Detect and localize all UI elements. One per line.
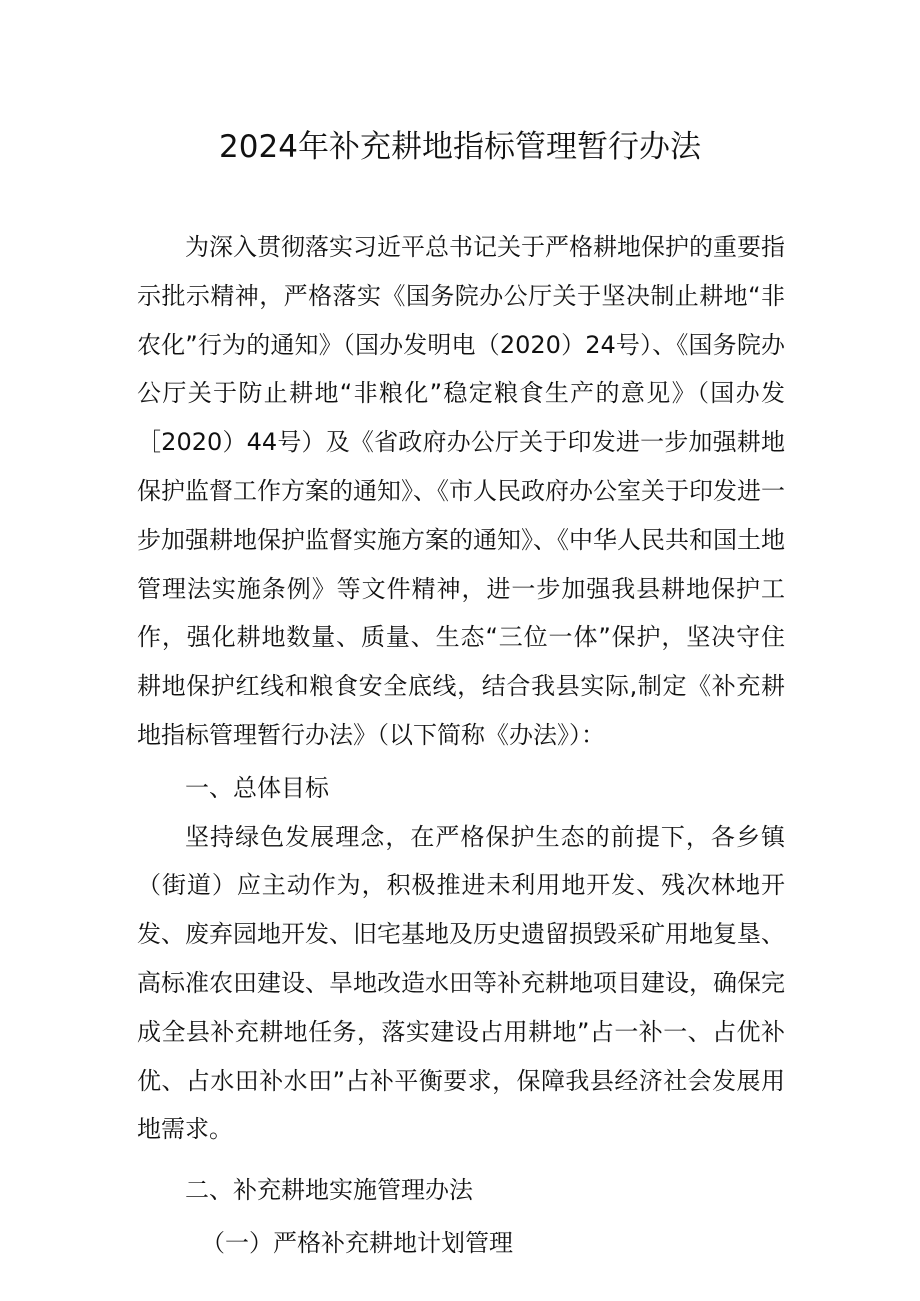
subsection-1-heading: （一）严格补充耕地计划管理: [201, 1228, 513, 1257]
section-1-paragraph: 坚持绿色发展理念，在严格保护生态的前提下，各乡镇（街道）应主动作为，积极推进未利用地开发、残次林地开发、废弃园地开发、旧宅基地及历史遗留损毁采矿用地复垦、高标准农田建设、旱地改造水田等补充耕地项目建设，确保完成全县补充耕地任务，落实建设占用耕地”占一补一、占优补优、占水田补水田”占补平衡要求，保障我县经济社会发展用地需求。: [137, 822, 785, 1144]
document-title: 2024年补充耕地指标管理暂行办法: [219, 129, 701, 165]
intro-paragraph: 为深入贯彻落实习近平总书记关于严格耕地保护的重要指示批示精神，严格落实《国务院办公厅关于坚决制止耕地“非农化”行为的通知》（国办发明电（2020）24号）、《国务院办公厅关于防止耕地“非粮化”稳定粮食生产的意见》（国办发［2020）44号）及《省政府办公厅关于印发进一步加强耕地保护监督工作方案的通知》、《市人民政府办公室关于印发进一步加强耕地保护监督实施方案的通知》、《中华人民共和国土地管理法实施条例》等文件精神，进一步加强我县耕地保护工作，强化耕地数量、质量、生态“三位一体”保护，坚决守住耕地保护红线和粮食安全底线，结合我县实际,制定《补充耕地指标管理暂行办法》（以下简称《办法》）：: [137, 233, 785, 749]
document-body: [137, 223, 785, 1268]
section-1-heading: 一、总体目标: [185, 773, 329, 802]
section-2-heading: 二、补充耕地实施管理办法: [185, 1176, 473, 1205]
